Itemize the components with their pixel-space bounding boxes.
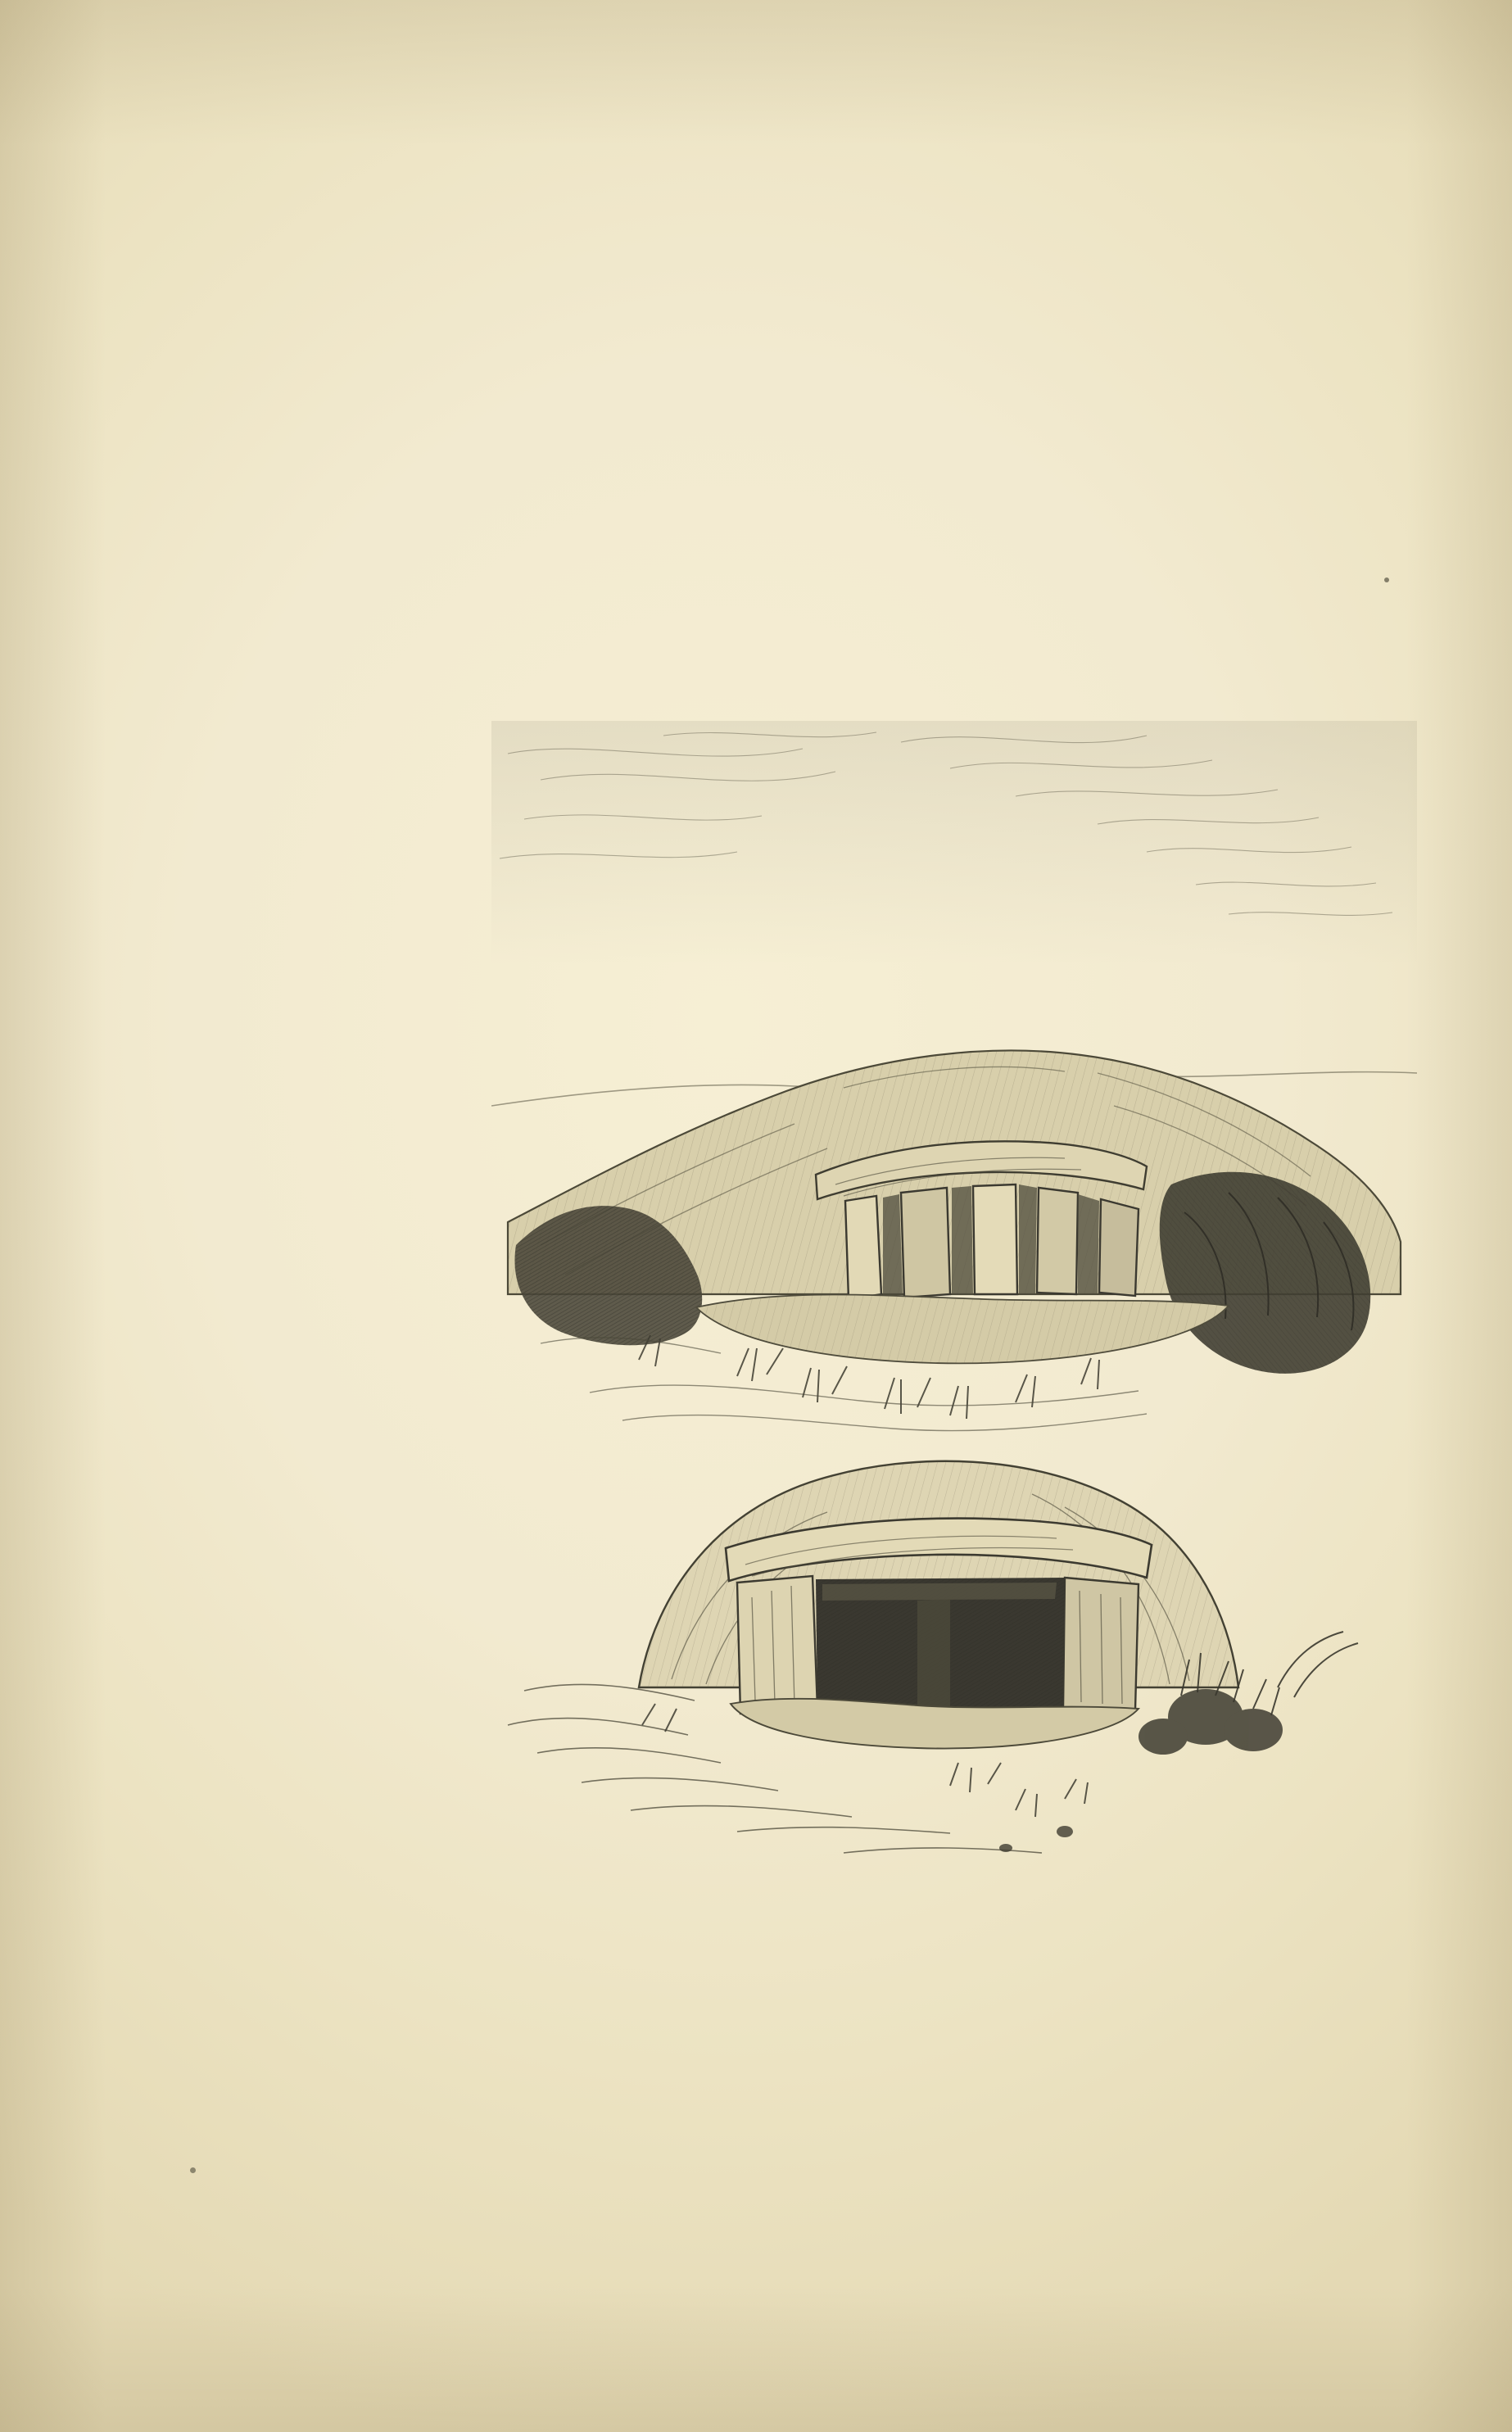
running-head [524,182,1032,218]
figure-illustration [491,721,1417,1859]
dolmen-engravings [491,721,1417,1859]
engraving-top [491,721,1417,1431]
paper-speck [1384,577,1389,582]
paper-speck [190,2167,196,2173]
engraving-bottom [508,1461,1358,1853]
paragraph-bottom [70,1879,1445,1892]
